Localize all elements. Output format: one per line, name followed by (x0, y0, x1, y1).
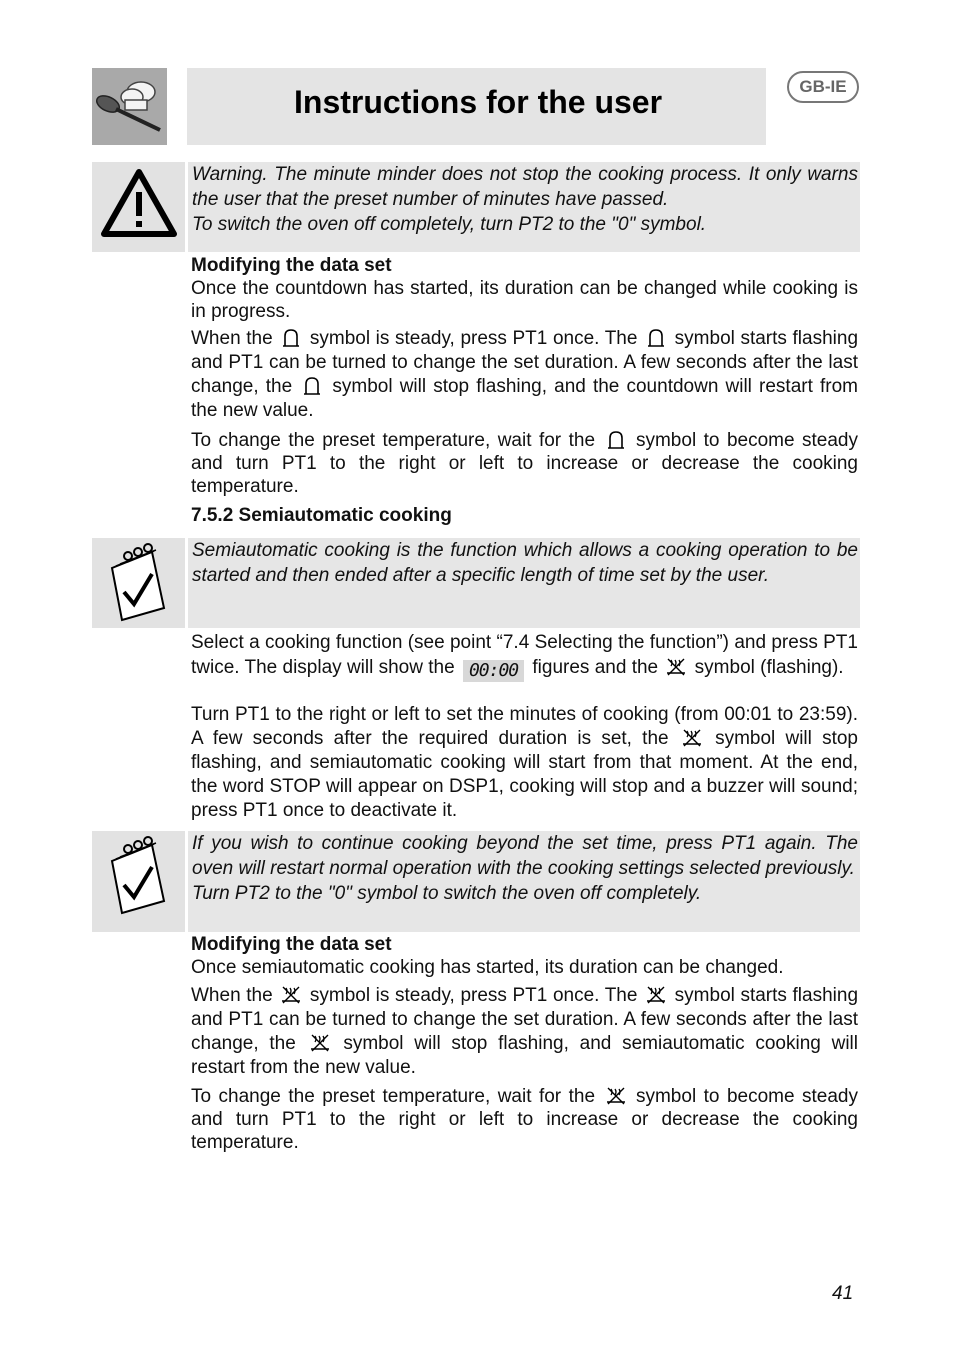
warning-note (188, 162, 860, 252)
header-bar (187, 68, 766, 145)
cooking-duration-icon (280, 984, 302, 1006)
info-note (188, 831, 860, 932)
display-digits: 00:00 (463, 660, 524, 682)
cooking-duration-icon (681, 727, 703, 749)
bell-icon (605, 429, 627, 451)
section-heading: Modifying the data set (191, 255, 392, 276)
paragraph: Once the countdown has started, its duration can be changed while cooking is in progress. (191, 278, 858, 322)
chef-spoon-icon (92, 68, 167, 145)
bell-icon (280, 327, 302, 349)
note-text: Semiautomatic cooking is the function which allows a cooking operation to be started and then ended after a specific length of time set by the user. (192, 540, 858, 586)
note-text-2: Turn PT2 to the "0" symbol to switch the oven off completely. (192, 883, 702, 904)
bell-icon (645, 327, 667, 349)
warning-text-2: To switch the oven off completely, turn PT2 to the "0" symbol. (192, 214, 707, 235)
page-title: Instructions for the user (294, 84, 663, 120)
warning-text: Warning. The minute minder does not stop the cooking process. It only warns the user that the preset number of minutes have passed. (192, 164, 858, 210)
paragraph: When the symbol is steady, press PT1 once. The symbol starts flashing and PT1 can be turned to change the set duration. A few seconds after the last change, the symbol will stop flashing, and semiautomatic cooking will restart from the new value. (191, 985, 859, 1078)
paragraph: Turn PT1 to the right or left to set the minutes of cooking (from 00:01 to 23:59). A few seconds after the required duration is set, the symbol will stop flashing, and semiautomatic cooking will start from that moment. At the end, the word STOP will appear on DSP1, cooking will stop and a buzzer will sound; press PT1 once to deactivate it. (191, 704, 859, 821)
section-heading: 7.5.2 Semiautomatic cooking (191, 505, 452, 526)
notepad-check-icon (92, 831, 185, 932)
cooking-duration-icon (605, 1085, 627, 1107)
notepad-icon-box (92, 831, 185, 932)
paragraph: Select a cooking function (see point “7.4 Selecting the function”) and press PT1 twice. The display will show the 00:00 figures and the symbol (flashing). (191, 632, 858, 681)
section-heading: Modifying the data set (191, 934, 392, 955)
cooking-duration-icon (309, 1032, 331, 1054)
cooking-duration-icon (645, 984, 667, 1006)
notepad-check-icon (92, 538, 185, 628)
chef-spoon-logo (92, 68, 167, 145)
cooking-duration-icon (665, 656, 687, 678)
bell-icon (301, 375, 323, 397)
notepad-icon-box (92, 538, 185, 628)
note-text: If you wish to continue cooking beyond the set time, press PT1 again. The oven will restart normal operation with the cooking settings selected previously. (192, 833, 858, 879)
warning-triangle-icon (92, 162, 185, 252)
paragraph: Once semiautomatic cooking has started, its duration can be changed. (191, 957, 784, 978)
page-number: 41 (832, 1283, 854, 1304)
info-note (188, 538, 860, 628)
warning-icon-box (92, 162, 185, 252)
paragraph: To change the preset temperature, wait for the symbol to become steady and turn PT1 to the right or left to increase or decrease the cooking temperature. (191, 1086, 859, 1153)
paragraph: When the symbol is steady, press PT1 once. The symbol starts flashing and PT1 can be turned to change the set duration. A few seconds after the last change, the symbol will stop flashing, and the countdown will restart from the new value. (191, 328, 859, 421)
language-badge: GB-IE (787, 71, 859, 103)
paragraph: To change the preset temperature, wait for the symbol to become steady and turn PT1 to the right or left to increase or decrease the cooking temperature. (191, 430, 859, 497)
